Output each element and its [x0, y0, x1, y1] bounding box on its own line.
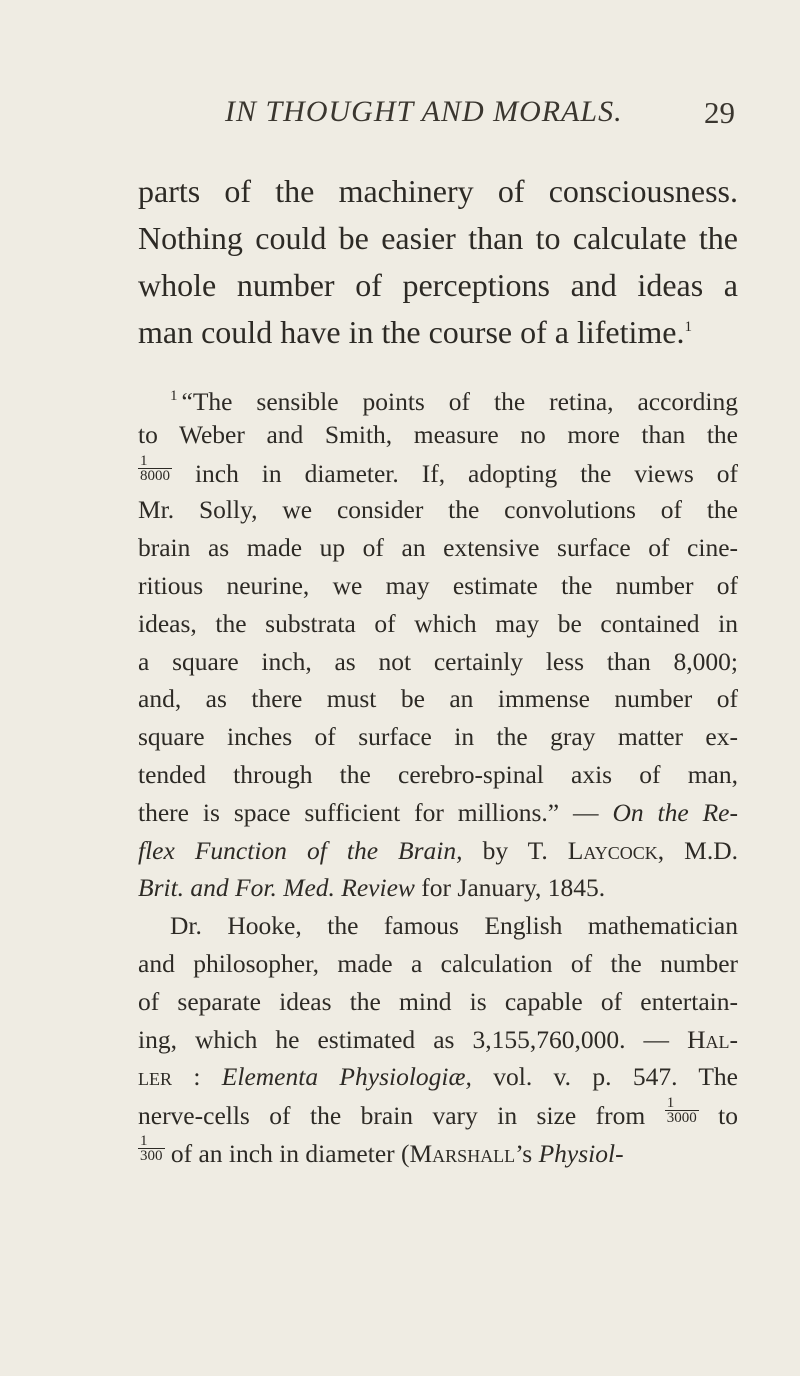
- author-name: ler: [138, 1062, 172, 1092]
- footnote-line: [138, 1134, 738, 1172]
- footnote-text: nerve-cells of the brain vary in size from: [138, 1101, 665, 1131]
- footnote-text: for January, 1845.: [414, 873, 606, 903]
- footnote-text: there is space sufficient for millions.” —: [138, 797, 613, 827]
- fraction: [138, 454, 172, 483]
- footnote-line: [138, 794, 738, 832]
- footnote-line: [138, 1096, 738, 1134]
- body-line: parts of the machinery of consciousness.: [138, 173, 738, 209]
- footnote-line: square inches of surface in the gray matter ex-: [138, 722, 738, 752]
- footnote-line: a square inch, as not certainly less than 8,000;: [138, 646, 738, 676]
- footnote-line: [138, 378, 738, 416]
- footnote-line: and philosopher, made a calculation of the number: [138, 948, 738, 978]
- footnote-line: [138, 454, 738, 492]
- footnote-line: to Weber and Smith, measure no more than the: [138, 419, 738, 449]
- footnote-text: to: [698, 1101, 738, 1131]
- footnote-line: Mr. Solly, we consider the convolutions of the: [138, 495, 738, 525]
- fraction: [138, 1134, 165, 1163]
- body-line-text: man could have in the course of a lifetime.: [138, 314, 685, 350]
- body-line-last: [138, 309, 738, 356]
- running-head: [225, 95, 735, 135]
- footnote-text: :: [172, 1062, 222, 1092]
- footnote-text: , M.D.: [657, 835, 738, 865]
- running-title: IN THOUGHT AND MORALS.: [225, 95, 623, 128]
- footnote-text: by T.: [462, 835, 568, 865]
- fraction-numerator: 1: [138, 454, 172, 469]
- fraction-denominator: 3000: [666, 1110, 697, 1127]
- footnote-line: brain as made up of an extensive surface of cine-: [138, 533, 738, 563]
- footnote-line: tended through the cerebro-spinal axis of man,: [138, 759, 738, 789]
- fraction-denominator: 8000: [140, 467, 170, 484]
- footnote-line: ideas, the substrata of which may be contained in: [138, 608, 738, 638]
- footnote-text: vol. v. p. 547. The: [471, 1062, 738, 1092]
- author-name: Laycock: [567, 835, 658, 865]
- footnote-marker: 1: [170, 388, 178, 404]
- footnote-line: [138, 1021, 738, 1059]
- footnote-text: “The sensible points of the retina, according: [181, 387, 738, 416]
- citation-title: Physiol-: [538, 1138, 624, 1168]
- footnote-text: ing, which he estimated as 3,155,760,000. —: [138, 1024, 688, 1054]
- author-name: Marshall: [409, 1138, 516, 1168]
- footnote-text: of an inch in diameter (: [164, 1138, 410, 1168]
- fraction-numerator: 1: [138, 1134, 165, 1149]
- main-paragraph: [138, 168, 738, 356]
- footnote-line: [138, 869, 738, 907]
- citation-title: On the Re-: [612, 797, 738, 827]
- citation-title: Elementa Physiologiæ,: [221, 1062, 472, 1092]
- fraction: [665, 1096, 699, 1125]
- fraction-denominator: 300: [140, 1147, 163, 1164]
- body-line: whole number of perceptions and ideas a: [138, 267, 738, 303]
- footnote-reference: 1: [684, 319, 692, 335]
- citation-title: flex Function of the Brain,: [138, 835, 463, 865]
- footnote-line: [138, 832, 738, 870]
- footnote-line: and, as there must be an immense number of: [138, 684, 738, 714]
- fraction-numerator: 1: [665, 1096, 699, 1111]
- footnote-line: of separate ideas the mind is capable of entertain-: [138, 986, 738, 1016]
- footnote-text: inch in diameter. If, adopting the views of: [172, 458, 738, 488]
- page-number: 29: [704, 95, 735, 130]
- footnote-line: Dr. Hooke, the famous English mathematician: [170, 911, 738, 941]
- footnote-text: ’s: [515, 1138, 539, 1168]
- journal-title: Brit. and For. Med. Review: [138, 873, 415, 903]
- footnote-line: ritious neurine, we may estimate the number of: [138, 570, 738, 600]
- body-line: Nothing could be easier than to calculate the: [138, 220, 738, 256]
- footnote-line: [138, 1058, 738, 1096]
- author-name: Hal-: [687, 1024, 738, 1054]
- footnote: [138, 378, 738, 1172]
